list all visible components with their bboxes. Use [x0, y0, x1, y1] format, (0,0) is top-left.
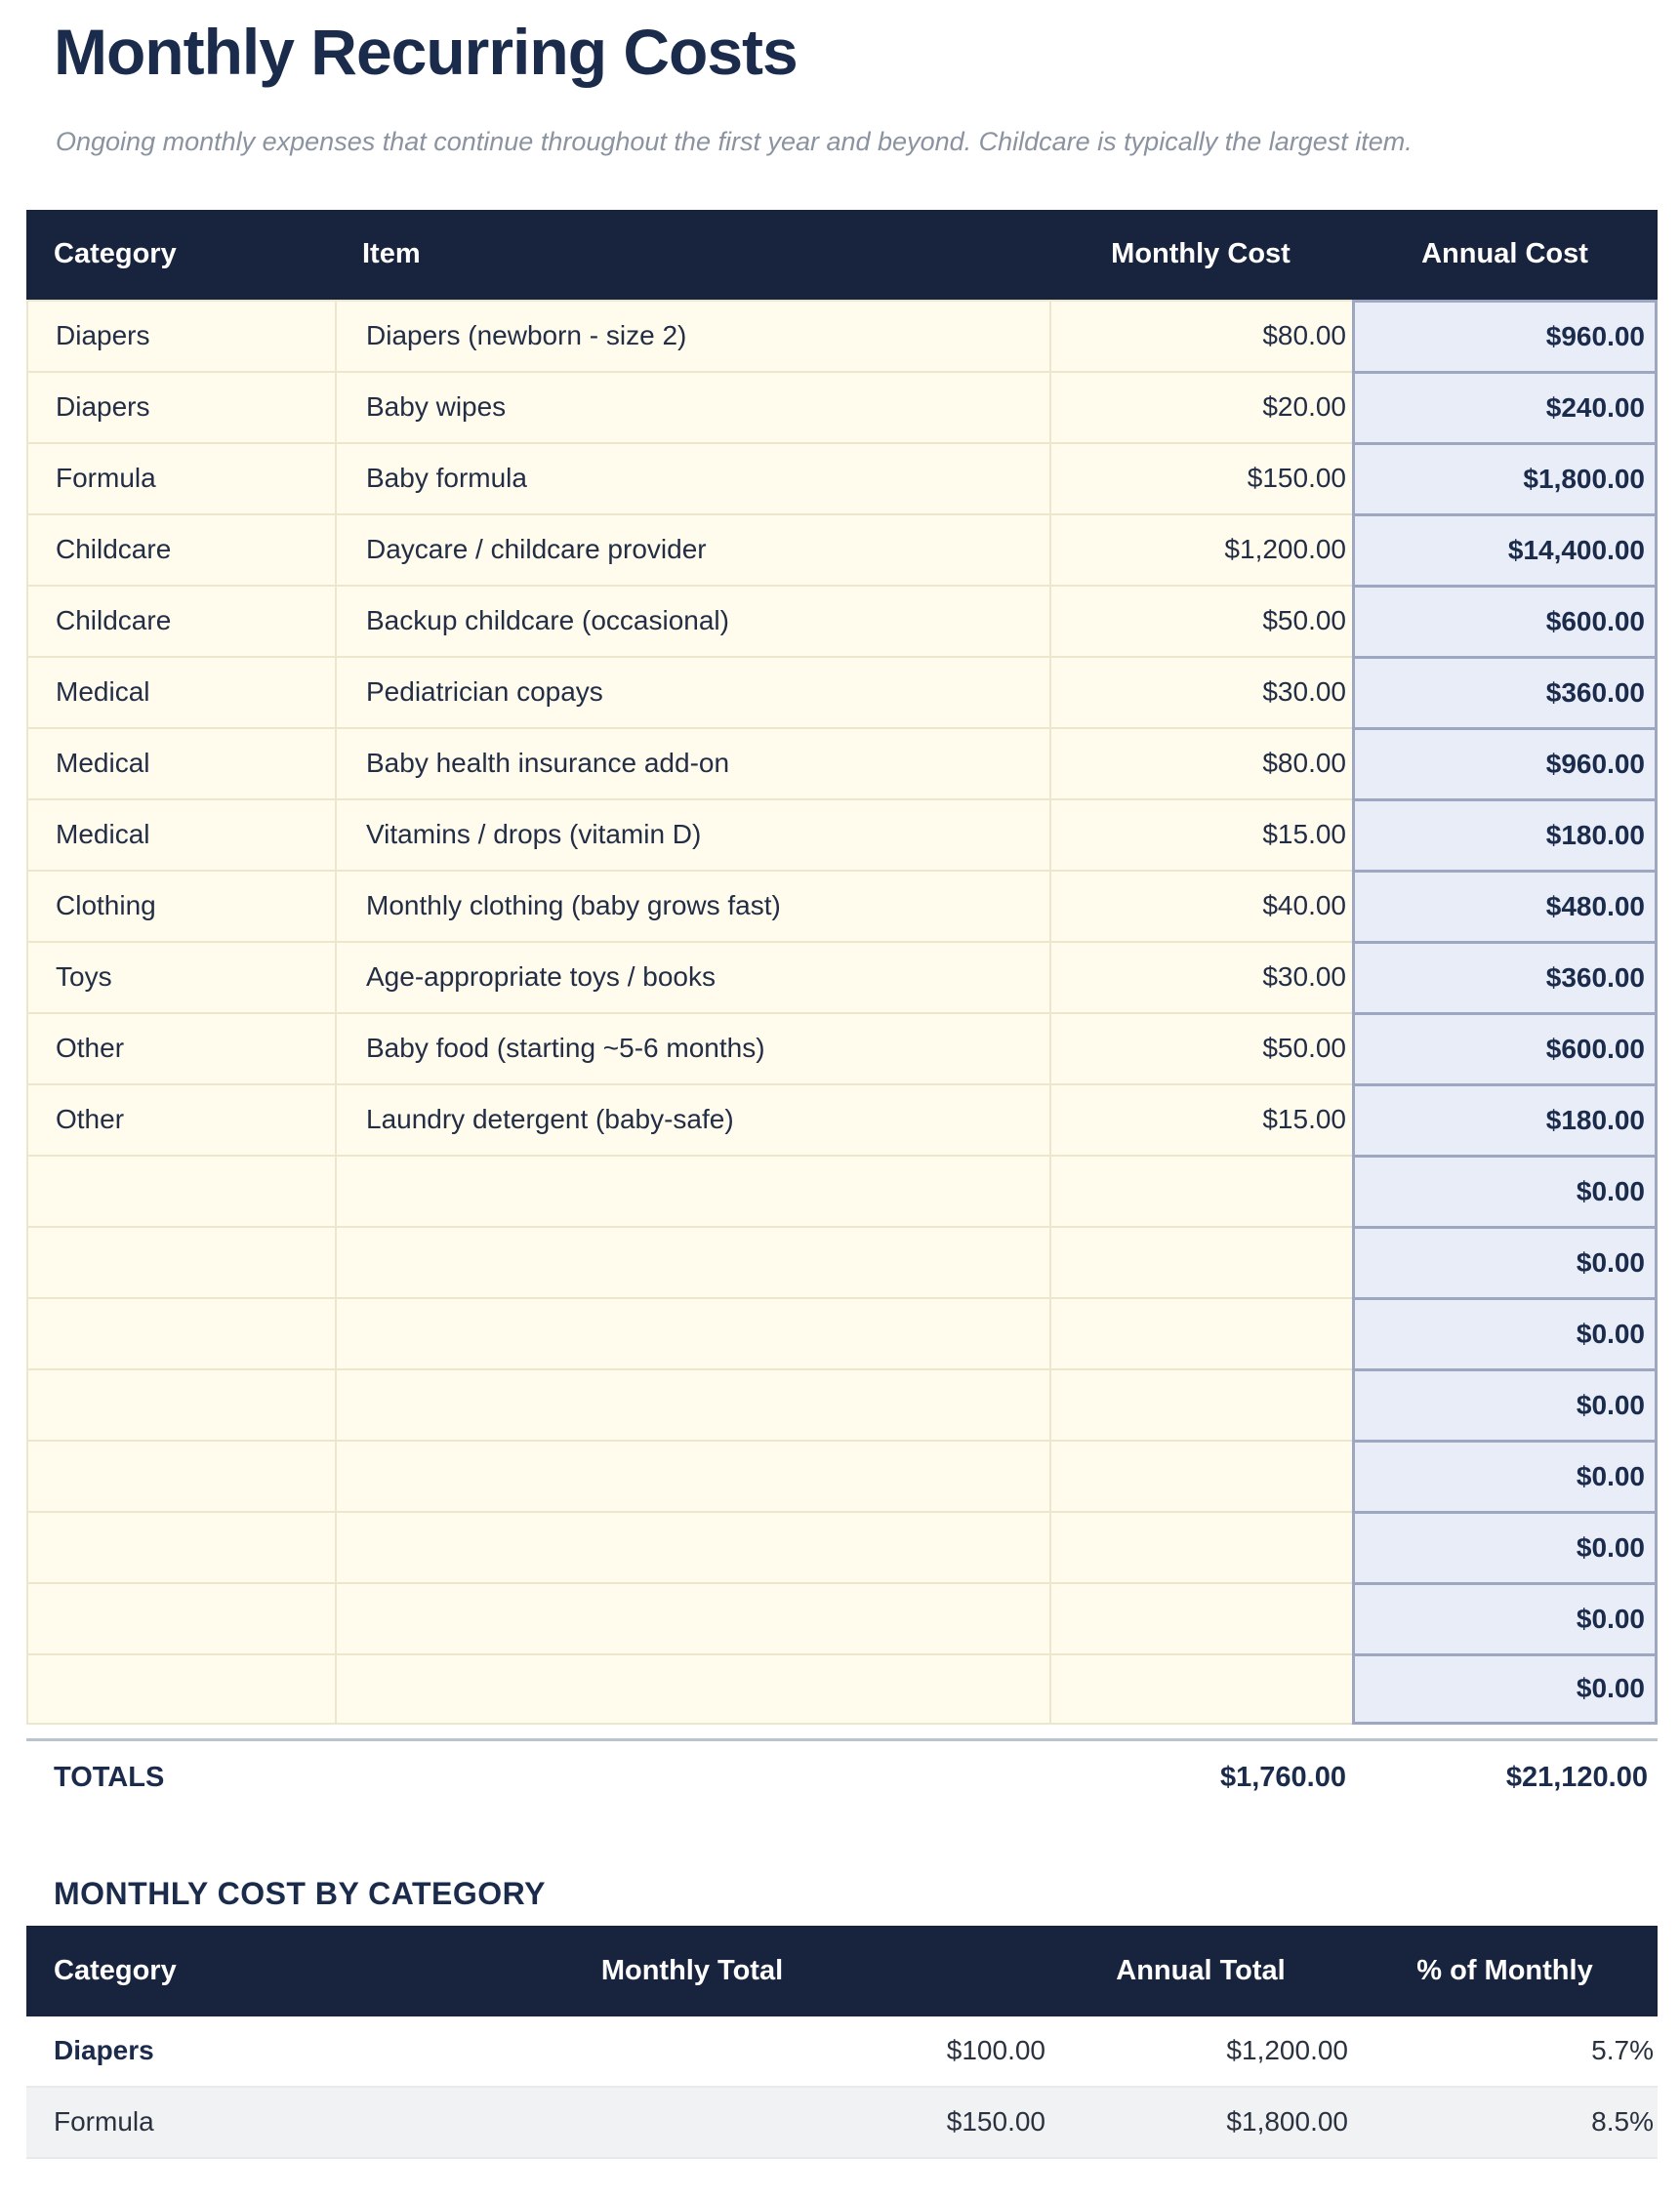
category-table-row [26, 2088, 1658, 2159]
costs-table [26, 210, 1658, 1725]
cell-monthly-cost: $50.00 [1049, 1012, 1352, 1083]
cell-category: Other [26, 1083, 335, 1155]
cell-monthly-cost: $30.00 [1049, 941, 1352, 1012]
costs-table-row [26, 656, 1658, 727]
cell-item: Pediatrician copays [335, 656, 1049, 727]
cell-item: Vitamins / drops (vitamin D) [335, 798, 1049, 870]
cell-annual-cost: $0.00 [1352, 1368, 1658, 1440]
cell-percent-of-monthly: 5.7% [1591, 2035, 1654, 2066]
costs-header-annual-cost: Annual Cost [1421, 238, 1588, 270]
cell-annual-cost: $960.00 [1352, 300, 1658, 371]
cell-annual-cost: $0.00 [1352, 1297, 1658, 1368]
cell-category [26, 1582, 335, 1653]
cell-monthly-cost: $1,200.00 [1049, 513, 1352, 585]
cell-item: Monthly clothing (baby grows fast) [335, 870, 1049, 941]
category-section-heading: MONTHLY COST BY CATEGORY [54, 1875, 546, 1911]
category-header-category: Category [54, 1954, 177, 1986]
cell-annual-cost: $600.00 [1352, 585, 1658, 656]
cell-category: Formula [26, 442, 335, 513]
cell-category [26, 1440, 335, 1511]
cell-item: Age-appropriate toys / books [335, 941, 1049, 1012]
totals-label: TOTALS [54, 1762, 165, 1794]
cell-monthly-cost: $15.00 [1049, 1083, 1352, 1155]
cell-category: Childcare [26, 513, 335, 585]
cell-category: Other [26, 1012, 335, 1083]
cell-category: Formula [54, 2106, 154, 2138]
cell-monthly-cost [1049, 1511, 1352, 1582]
cell-annual-cost: $0.00 [1352, 1511, 1658, 1582]
cell-annual-cost: $180.00 [1352, 1083, 1658, 1155]
costs-table-row [26, 1083, 1658, 1155]
cell-monthly-cost: $30.00 [1049, 656, 1352, 727]
cell-item: Baby wipes [335, 371, 1049, 442]
cell-item [335, 1297, 1049, 1368]
costs-table-row [26, 585, 1658, 656]
costs-table-row [26, 941, 1658, 1012]
costs-table-row [26, 727, 1658, 798]
cell-annual-cost: $0.00 [1352, 1653, 1658, 1725]
cell-monthly-cost: $40.00 [1049, 870, 1352, 941]
cell-annual-cost: $0.00 [1352, 1582, 1658, 1653]
cell-category: Medical [26, 727, 335, 798]
cell-category: Childcare [26, 585, 335, 656]
costs-table-row [26, 870, 1658, 941]
cell-item [335, 1440, 1049, 1511]
costs-table-row [26, 1511, 1658, 1582]
cell-item [335, 1368, 1049, 1440]
costs-table-row [26, 371, 1658, 442]
cell-item: Daycare / childcare provider [335, 513, 1049, 585]
cell-category [26, 1297, 335, 1368]
costs-table-row [26, 798, 1658, 870]
cell-category [26, 1653, 335, 1725]
cell-monthly-cost: $80.00 [1049, 727, 1352, 798]
cell-item: Baby health insurance add-on [335, 727, 1049, 798]
cell-category [26, 1368, 335, 1440]
page-title: Monthly Recurring Costs [54, 16, 798, 88]
cell-item [335, 1653, 1049, 1725]
costs-table-body [26, 300, 1658, 1725]
cell-category: Diapers [54, 2035, 154, 2066]
cell-annual-cost: $0.00 [1352, 1226, 1658, 1297]
totals-row [26, 1753, 1658, 1804]
cell-annual-cost: $180.00 [1352, 798, 1658, 870]
cell-item: Baby food (starting ~5-6 months) [335, 1012, 1049, 1083]
cell-monthly-cost: $50.00 [1049, 585, 1352, 656]
costs-table-header-row [26, 210, 1658, 300]
cell-annual-total: $1,200.00 [1226, 2035, 1348, 2066]
category-table-body [26, 2016, 1658, 2159]
category-header-percent: % of Monthly [1416, 1954, 1593, 1986]
cell-annual-cost: $480.00 [1352, 870, 1658, 941]
costs-table-row [26, 442, 1658, 513]
cell-category: Diapers [26, 300, 335, 371]
costs-table-row [26, 1440, 1658, 1511]
totals-monthly-value: $1,760.00 [1219, 1762, 1346, 1794]
cell-category: Diapers [26, 371, 335, 442]
costs-table-row [26, 1653, 1658, 1725]
cell-annual-cost: $240.00 [1352, 371, 1658, 442]
monthly-recurring-costs-page [0, 16, 1680, 2159]
category-header-annual-total: Annual Total [1116, 1954, 1286, 1986]
cell-annual-total: $1,800.00 [1226, 2106, 1348, 2138]
cell-monthly-cost: $20.00 [1049, 371, 1352, 442]
cell-annual-cost: $1,800.00 [1352, 442, 1658, 513]
category-table-row [26, 2016, 1658, 2088]
costs-header-monthly-cost: Monthly Cost [1111, 238, 1291, 270]
cell-monthly-cost [1049, 1297, 1352, 1368]
cell-monthly-cost [1049, 1653, 1352, 1725]
category-table-header-row [26, 1926, 1658, 2016]
cell-item: Backup childcare (occasional) [335, 585, 1049, 656]
cell-item [335, 1226, 1049, 1297]
cell-annual-cost: $14,400.00 [1352, 513, 1658, 585]
totals-annual-value: $21,120.00 [1505, 1762, 1648, 1794]
totals-divider [26, 1738, 1658, 1741]
costs-table-row [26, 1012, 1658, 1083]
costs-table-row [26, 300, 1658, 371]
cell-category [26, 1511, 335, 1582]
cell-monthly-cost [1049, 1155, 1352, 1226]
cell-monthly-cost [1049, 1226, 1352, 1297]
category-summary-table [26, 1926, 1658, 2159]
cell-category: Medical [26, 656, 335, 727]
cell-category [26, 1226, 335, 1297]
costs-table-row [26, 1155, 1658, 1226]
cell-monthly-cost [1049, 1440, 1352, 1511]
costs-table-row [26, 1226, 1658, 1297]
cell-monthly-cost: $80.00 [1049, 300, 1352, 371]
budget-document [0, 16, 1680, 2199]
cell-monthly-cost: $15.00 [1049, 798, 1352, 870]
costs-table-row [26, 513, 1658, 585]
cell-annual-cost: $0.00 [1352, 1155, 1658, 1226]
cell-category [26, 1155, 335, 1226]
cell-monthly-cost [1049, 1368, 1352, 1440]
costs-table-row [26, 1582, 1658, 1653]
cell-item: Diapers (newborn - size 2) [335, 300, 1049, 371]
cell-annual-cost: $360.00 [1352, 941, 1658, 1012]
category-header-monthly-total: Monthly Total [600, 1954, 784, 1986]
costs-header-item: Item [362, 238, 421, 270]
cell-annual-cost: $600.00 [1352, 1012, 1658, 1083]
page-subtitle: Ongoing monthly expenses that continue throughout the first year and beyond. Childcare is typically the largest item. [56, 126, 1413, 156]
costs-table-row [26, 1368, 1658, 1440]
costs-header-category: Category [54, 238, 177, 270]
cell-percent-of-monthly: 8.5% [1591, 2106, 1654, 2138]
cell-item [335, 1582, 1049, 1653]
cell-annual-cost: $360.00 [1352, 656, 1658, 727]
costs-table-row [26, 1297, 1658, 1368]
cell-item [335, 1155, 1049, 1226]
cell-monthly-cost: $150.00 [1049, 442, 1352, 513]
cell-category: Clothing [26, 870, 335, 941]
cell-item: Laundry detergent (baby-safe) [335, 1083, 1049, 1155]
cell-category: Medical [26, 798, 335, 870]
cell-item [335, 1511, 1049, 1582]
cell-category: Toys [26, 941, 335, 1012]
cell-annual-cost: $0.00 [1352, 1440, 1658, 1511]
cell-annual-cost: $960.00 [1352, 727, 1658, 798]
cell-monthly-total: $100.00 [946, 2035, 1045, 2066]
cell-monthly-cost [1049, 1582, 1352, 1653]
cell-item: Baby formula [335, 442, 1049, 513]
cell-monthly-total: $150.00 [946, 2106, 1045, 2138]
